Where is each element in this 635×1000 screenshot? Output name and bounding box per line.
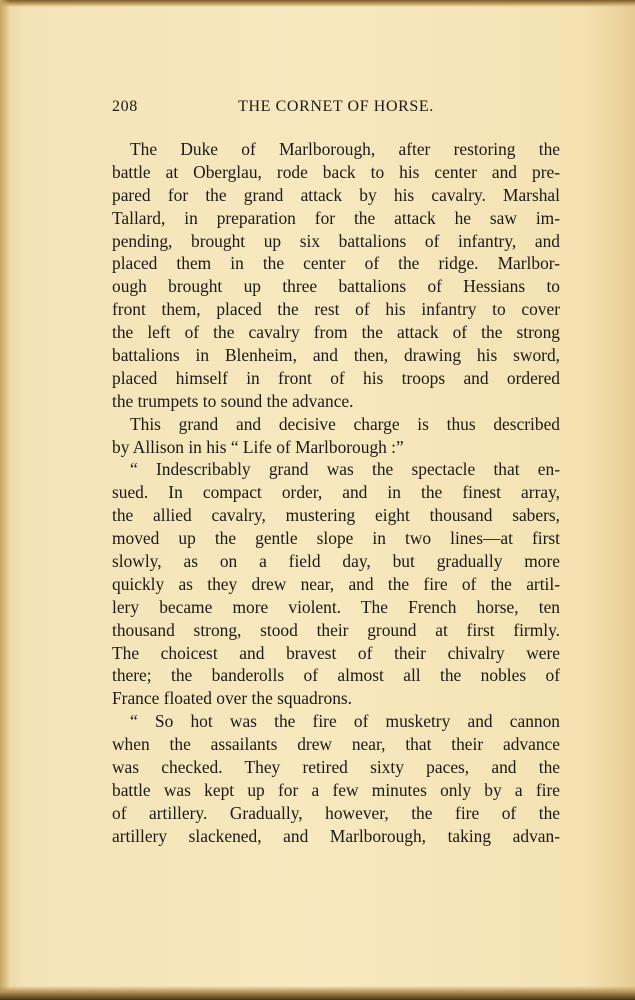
text-line: thousand strong, stood their ground at first firmly. — [112, 619, 560, 640]
text-line: lery became more violent. The French horse, ten — [112, 596, 560, 617]
text-line: placed them in the center of the ridge. Marlbor- — [112, 253, 560, 274]
text-line: of artillery. Gradually, however, the fire of the — [112, 802, 560, 823]
text-line: battle at Oberglau, rode back to his center and pre- — [112, 161, 560, 182]
text-line: battle was kept up for a few minutes only by a fire — [112, 779, 560, 800]
text-line: placed himself in front of his troops and ordered — [112, 367, 560, 388]
page-number: 208 — [112, 98, 138, 115]
text-line: sued. In compact order, and in the finest array, — [112, 482, 560, 503]
text-line: when the assailants drew near, that their advance — [112, 734, 560, 755]
text-line: The Duke of Marlborough, after restoring the — [130, 139, 560, 159]
text-line: France floated over the squadrons. — [112, 688, 353, 709]
text-line: by Allison in his “ Life of Marlborough :” — [112, 436, 404, 457]
text-line: the trumpets to sound the advance. — [112, 390, 354, 411]
text-line: ough brought up three battalions of Hessians to — [112, 276, 560, 297]
text-line: This grand and decisive charge is thus described — [130, 413, 560, 434]
text-line: pared for the grand attack by his cavalry. Marshal — [112, 184, 560, 205]
text-line: the left of the cavalry from the attack of the strong — [112, 322, 560, 343]
text-line: artillery slackened, and Marlborough, taking advan- — [112, 825, 560, 846]
text-line: quickly as they drew near, and the fire of the artil- — [112, 573, 560, 594]
text-line: The choicest and bravest of their chivalry were — [112, 642, 560, 663]
text-line: “ Indescribably grand was the spectacle that en- — [130, 459, 560, 480]
text-line: front them, placed the rest of his infantry to cover — [112, 299, 560, 320]
text-line: pending, brought up six battalions of infantry, and — [112, 230, 560, 251]
text-line: Tallard, in preparation for the attack he saw im- — [112, 207, 560, 228]
text-line: there; the banderolls of almost all the nobles of — [112, 665, 560, 686]
page-left-edge — [0, 0, 10, 1000]
page-bottom-edge — [0, 986, 635, 1000]
running-head: THE CORNET OF HORSE. — [238, 98, 434, 115]
text-line: moved up the gentle slope in two lines—at first — [112, 528, 560, 549]
page-header — [112, 98, 560, 120]
text-line: was checked. They retired sixty paces, and the — [112, 757, 560, 778]
text-line: the allied cavalry, mustering eight thousand sabers, — [112, 505, 560, 526]
body-text — [112, 138, 560, 848]
text-line: slowly, as on a field day, but gradually more — [112, 551, 560, 572]
text-line: “ So hot was the fire of musketry and cannon — [130, 711, 560, 732]
page-top-edge — [0, 0, 635, 7]
text-line: battalions in Blenheim, and then, drawing his sword, — [112, 345, 560, 366]
